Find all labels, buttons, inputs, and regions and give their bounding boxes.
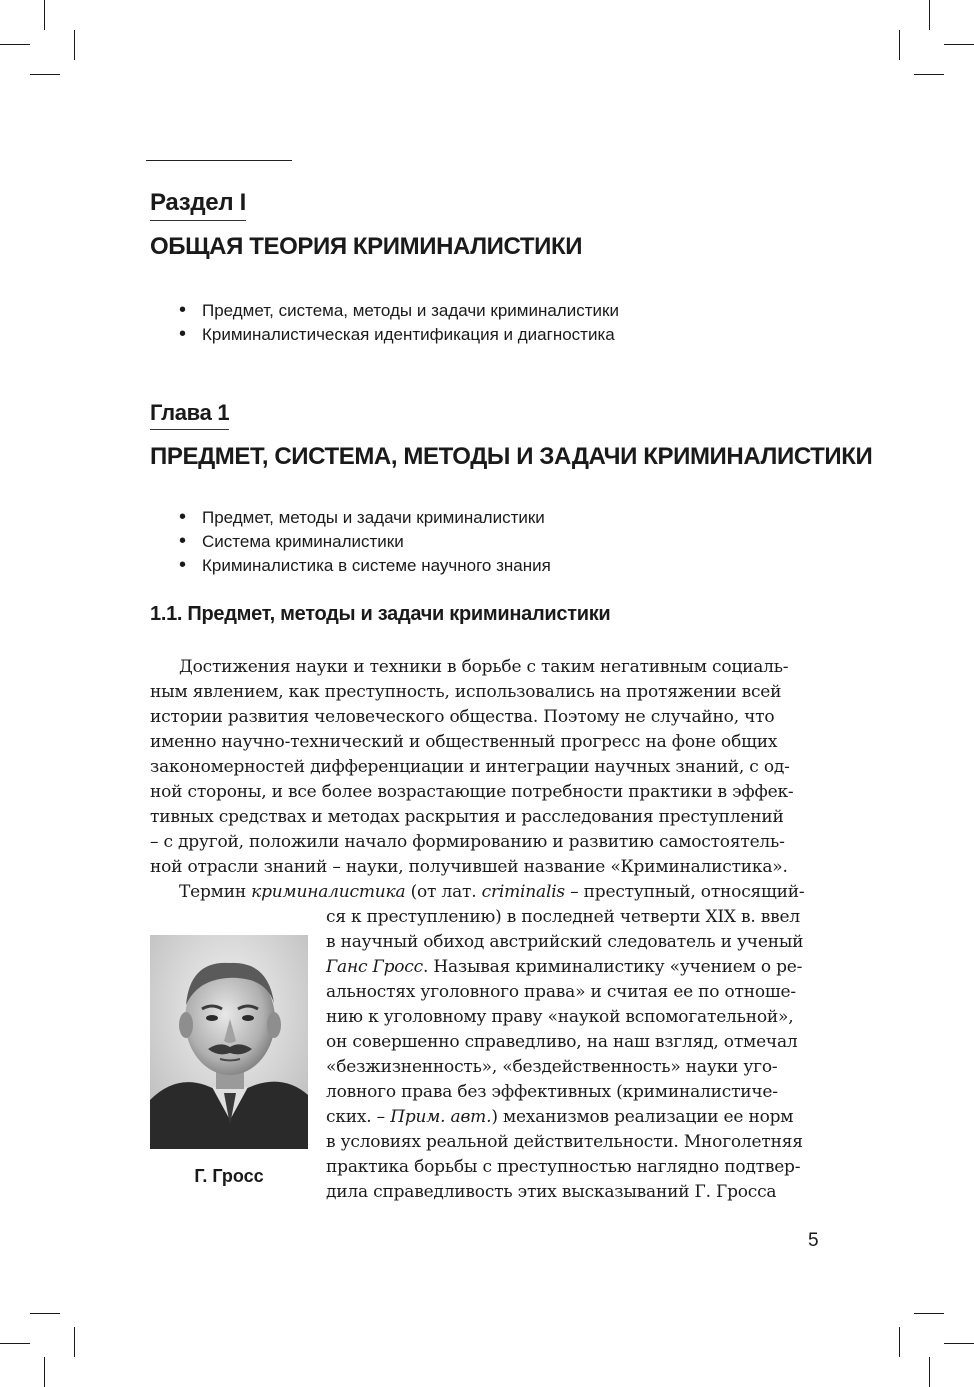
text-run: Термин — [179, 882, 252, 902]
text-line — [326, 1105, 803, 1130]
crop-mark — [30, 1313, 60, 1314]
crop-mark — [0, 1343, 30, 1344]
text-line: именно научно-технический и общественный прогресс на фоне общих — [150, 732, 778, 752]
text-line: в научный обиход австрийский следователь и ученый — [326, 932, 804, 952]
text-line: – с другой, положили начало формированию и развитию самостоятель- — [150, 832, 785, 852]
text-run-italic: Прим. авт. — [390, 1107, 492, 1127]
crop-mark — [944, 44, 974, 45]
chapter-label: Глава 1 — [150, 400, 229, 430]
paragraph-2-first-line — [150, 880, 804, 905]
crop-mark — [929, 1357, 930, 1387]
text-run: . Называя криминалистику «учением о ре- — [422, 957, 803, 977]
crop-mark — [899, 30, 900, 60]
chapter-bullet-list — [177, 506, 551, 578]
text-line: ной стороны, и все более возрастающие потребности практики в эффек- — [150, 782, 794, 802]
section-bullet-list — [177, 299, 619, 347]
text-run-italic: криминалистика — [251, 882, 406, 902]
section-bullet: • Предмет, система, методы и задачи криминалистики — [177, 299, 619, 323]
crop-mark — [914, 74, 944, 75]
chapter-bullet: • Предмет, методы и задачи криминалистики — [177, 506, 551, 530]
text-line: ной отрасли знаний – науки, получившей название «Криминалистика». — [150, 857, 788, 877]
text-line: закономерностей дифференциации и интеграции научных знаний, с од- — [150, 757, 790, 777]
text-run-italic: criminalis — [481, 882, 565, 902]
text-run: – преступный, относящий- — [564, 882, 805, 902]
crop-mark — [74, 1327, 75, 1357]
text-line: нию к уголовному праву «наукой вспомогательной», — [326, 1007, 794, 1027]
top-rule — [146, 160, 292, 161]
section-label: Раздел I — [150, 189, 246, 221]
text-line: практика борьбы с преступностью наглядно подтвер- — [326, 1157, 801, 1177]
text-run: ) механизмов реализации ее норм — [491, 1107, 794, 1127]
chapter-bullet: • Криминалистика в системе научного знания — [177, 554, 551, 578]
chapter-title: ПРЕДМЕТ, СИСТЕМА, МЕТОДЫ И ЗАДАЧИ КРИМИНАЛИСТИКИ — [150, 443, 873, 470]
text-line: ловного права без эффективных (криминалистиче- — [326, 1082, 778, 1102]
text-line: ным явлением, как преступность, использовались на протяжении всей — [150, 682, 782, 702]
text-run: ских. – — [326, 1107, 391, 1127]
crop-mark — [74, 30, 75, 60]
text-line: альностях уголовного права» и считая ее по отноше- — [326, 982, 796, 1002]
paragraph-2-wrapped — [326, 905, 803, 1205]
text-line: дила справедливость этих высказываний Г. Гросса — [326, 1182, 777, 1202]
subsection-title: 1.1. Предмет, методы и задачи криминалистики — [150, 603, 611, 625]
text-line: ся к преступлению) в последней четверти XIX в. ввел — [326, 907, 800, 927]
text-run: (от лат. — [405, 882, 482, 902]
text-line — [326, 955, 803, 980]
crop-mark — [899, 1327, 900, 1357]
text-line: он совершенно справедливо, на наш взгляд, отмечал — [326, 1032, 798, 1052]
crop-mark — [914, 1313, 944, 1314]
photo-caption: Г. Гросс — [194, 1166, 264, 1186]
text-line: истории развития человеческого общества. Поэтому не случайно, что — [150, 707, 775, 727]
crop-mark — [30, 74, 60, 75]
paragraph-1 — [150, 655, 793, 880]
chapter-bullet: • Система криминалистики — [177, 530, 551, 554]
text-run-italic: Ганс Гросс — [326, 957, 423, 977]
crop-mark — [44, 1357, 45, 1387]
crop-mark — [929, 0, 930, 30]
portrait-illustration — [150, 935, 308, 1149]
text-line: тивных средствах и методах раскрытия и расследования преступлений — [150, 807, 784, 827]
text-line: Достижения науки и техники в борьбе с таким негативным социаль- — [179, 657, 789, 677]
crop-mark — [44, 0, 45, 30]
portrait-photo — [150, 935, 308, 1149]
text-line: в условиях реальной действительности. Многолетняя — [326, 1132, 803, 1152]
text-line: «безжизненность», «бездейственность» науки уго- — [326, 1057, 778, 1077]
section-bullet: • Криминалистическая идентификация и диагностика — [177, 323, 619, 347]
crop-mark — [0, 44, 30, 45]
crop-mark — [944, 1343, 974, 1344]
section-title: ОБЩАЯ ТЕОРИЯ КРИМИНАЛИСТИКИ — [150, 233, 583, 260]
page-number: 5 — [808, 1230, 819, 1251]
